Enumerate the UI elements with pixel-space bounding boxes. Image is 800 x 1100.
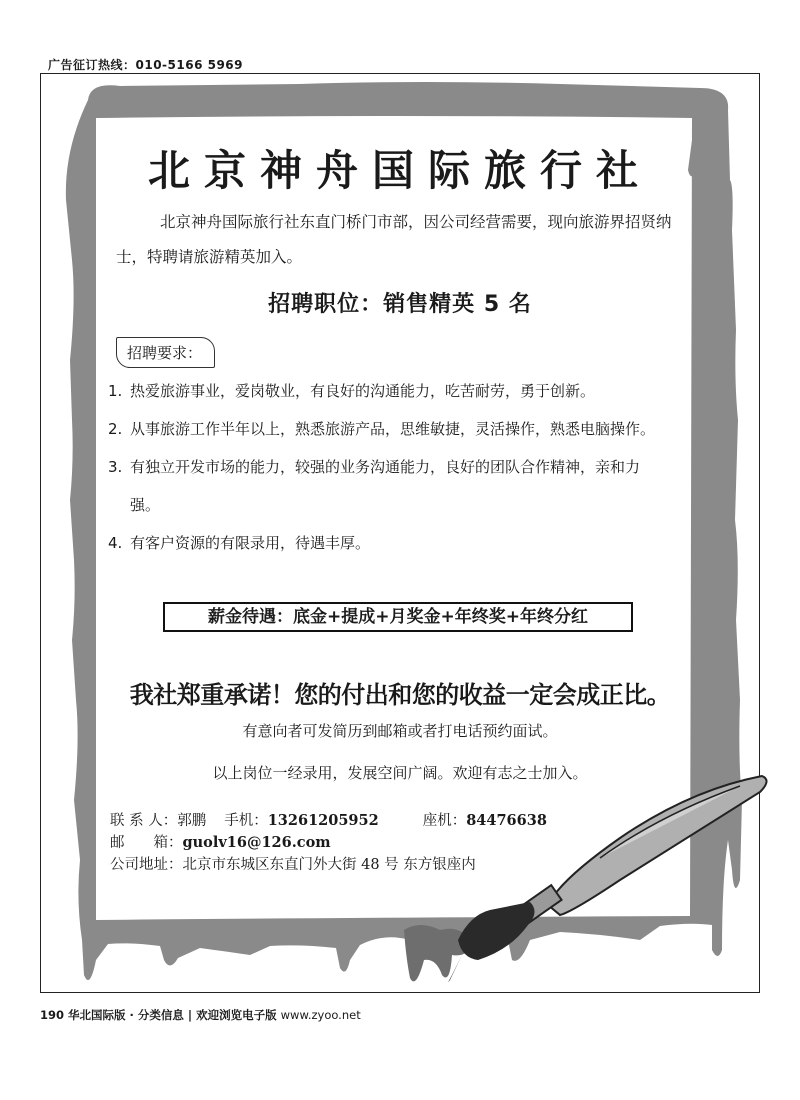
contact-row-email — [110, 832, 547, 854]
footer-separator: | — [187, 1008, 193, 1022]
contact-row-address — [110, 854, 547, 876]
list-item-text: 有客户资源的有限录用，待遇丰厚。 — [130, 534, 371, 552]
address-label: 公司地址： — [110, 857, 183, 873]
site-url-link[interactable]: www.zyoo.net — [280, 1008, 361, 1022]
list-item-number: 3. — [108, 458, 123, 476]
apply-instructions: 有意向者可发简历到邮箱或者打电话预约面试。 — [242, 722, 558, 740]
contact-person: 郭鹏 — [177, 813, 207, 829]
contact-block — [110, 810, 547, 876]
list-item-text: 有独立开发市场的能力，较强的业务沟通能力，良好的团队合作精神，亲和力强。 — [130, 458, 641, 514]
page-footer — [40, 1007, 361, 1023]
career-prospects-line: 以上岗位一经录用，发展空间广阔。欢迎有志之士加入。 — [212, 764, 588, 782]
contact-person-label: 联 系 人： — [110, 813, 178, 829]
job-position-heading: 招聘职位：销售精英 5 名 — [268, 292, 532, 317]
mobile-label: 手机： — [224, 813, 268, 829]
edition-label: 华北国际版 · 分类信息 — [68, 1008, 184, 1022]
list-item — [108, 524, 668, 562]
salary-banner: 薪金待遇：底金+提成+月奖金+年终奖+年终分红 — [163, 602, 633, 632]
landline-label: 座机： — [422, 813, 467, 829]
requirements-label: 招聘要求： — [116, 337, 215, 368]
email-label: 邮 箱： — [110, 835, 183, 851]
ad-hotline: 广告征订热线：010-5166 5969 — [48, 58, 244, 72]
promise-slogan: 我社郑重承诺！您的付出和您的收益一定会成正比。 — [129, 681, 671, 709]
list-item-text: 热爱旅游事业，爱岗敬业，有良好的沟通能力，吃苦耐劳，勇于创新。 — [130, 382, 596, 400]
list-item — [108, 372, 668, 410]
contact-row-person — [110, 810, 547, 832]
footer-tagline: 欢迎浏览电子版 — [196, 1008, 277, 1022]
list-item-number: 4. — [108, 534, 123, 552]
intro-paragraph: 北京神舟国际旅行社东直门桥门市部，因公司经营需要，现向旅游界招贤纳士，特聘请旅游精英加入。 — [116, 213, 672, 266]
requirements-list — [108, 372, 668, 562]
list-item-text: 从事旅游工作半年以上，熟悉旅游产品，思维敏捷，灵活操作，熟悉电脑操作。 — [130, 420, 656, 438]
mobile-number[interactable]: 13261205952 — [267, 812, 379, 829]
landline-number[interactable]: 84476638 — [466, 812, 547, 829]
email-address[interactable]: guolv16@126.com — [182, 834, 331, 851]
company-address: 北京市东城区东直门外大街 48 号 东方银座内 — [182, 857, 476, 873]
list-item — [108, 410, 668, 448]
list-item — [108, 448, 668, 524]
page-number: 190 — [40, 1008, 65, 1022]
list-item-number: 1. — [108, 382, 123, 400]
company-title: 北京神舟国际旅行社 — [147, 146, 652, 195]
list-item-number: 2. — [108, 420, 123, 438]
